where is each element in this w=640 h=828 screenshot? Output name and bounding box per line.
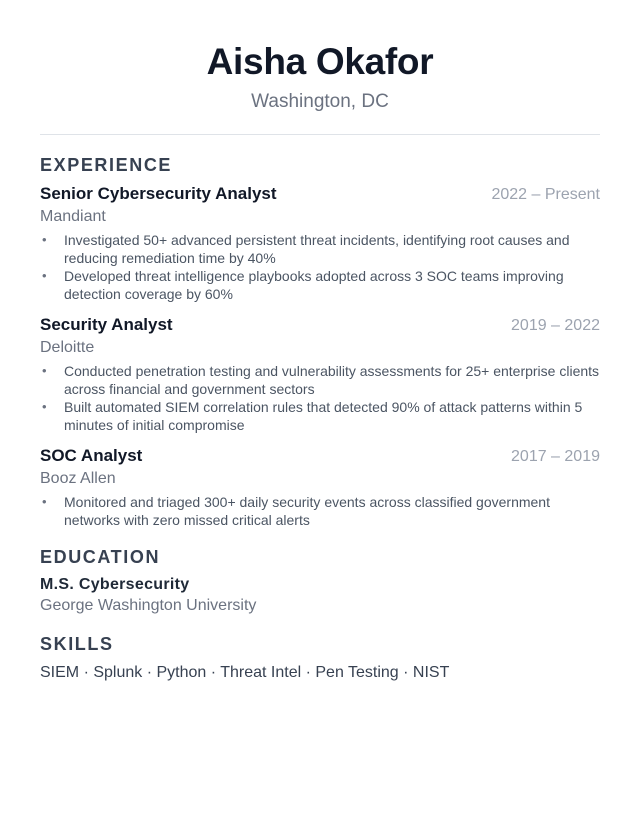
job-bullet: • Monitored and triaged 300+ daily security events across classified government networks with zero missed critical alerts: [40, 493, 600, 529]
education-school: George Washington University: [40, 597, 257, 614]
education-heading: EDUCATION: [40, 547, 161, 567]
job-bullet: • Investigated 50+ advanced persistent threat incidents, identifying root causes and reducing remediation time by 40%: [40, 231, 600, 267]
job-bullets: [40, 231, 600, 303]
job-entry: [40, 446, 600, 529]
job-role: Senior Cybersecurity Analyst: [40, 184, 277, 203]
job-entry: [40, 315, 600, 434]
job-dates: 2019 – 2022: [511, 317, 600, 334]
education-degree: M.S. Cybersecurity: [40, 576, 190, 593]
candidate-name: Aisha Okafor: [206, 41, 434, 82]
job-dates: 2022 – Present: [491, 186, 600, 203]
job-entry: [40, 184, 600, 303]
job-company: Mandiant: [40, 208, 106, 225]
job-dates: 2017 – 2019: [511, 448, 600, 465]
job-bullets: [40, 493, 600, 529]
experience-heading: EXPERIENCE: [40, 155, 173, 175]
job-bullet: • Developed threat intelligence playbooks adopted across 3 SOC teams improving detection coverage by 60%: [40, 267, 600, 303]
job-role: Security Analyst: [40, 315, 173, 334]
job-role: SOC Analyst: [40, 446, 143, 465]
header-divider: [40, 134, 600, 135]
job-company: Booz Allen: [40, 470, 116, 487]
job-header: [40, 446, 600, 468]
skills-heading: SKILLS: [40, 634, 114, 654]
job-bullets: [40, 362, 600, 434]
job-header: [40, 315, 600, 337]
skills-list: SIEM · Splunk · Python · Threat Intel · Pen Testing · NIST: [40, 664, 450, 681]
candidate-location: Washington, DC: [251, 91, 389, 112]
job-header: [40, 184, 600, 206]
job-bullet: • Conducted penetration testing and vulnerability assessments for 25+ enterprise clients across financial and government sectors: [40, 362, 600, 398]
job-bullet: • Built automated SIEM correlation rules that detected 90% of attack patterns within 5 minutes of initial compromise: [40, 398, 600, 434]
resume-header: [40, 0, 600, 114]
job-company: Deloitte: [40, 339, 95, 356]
